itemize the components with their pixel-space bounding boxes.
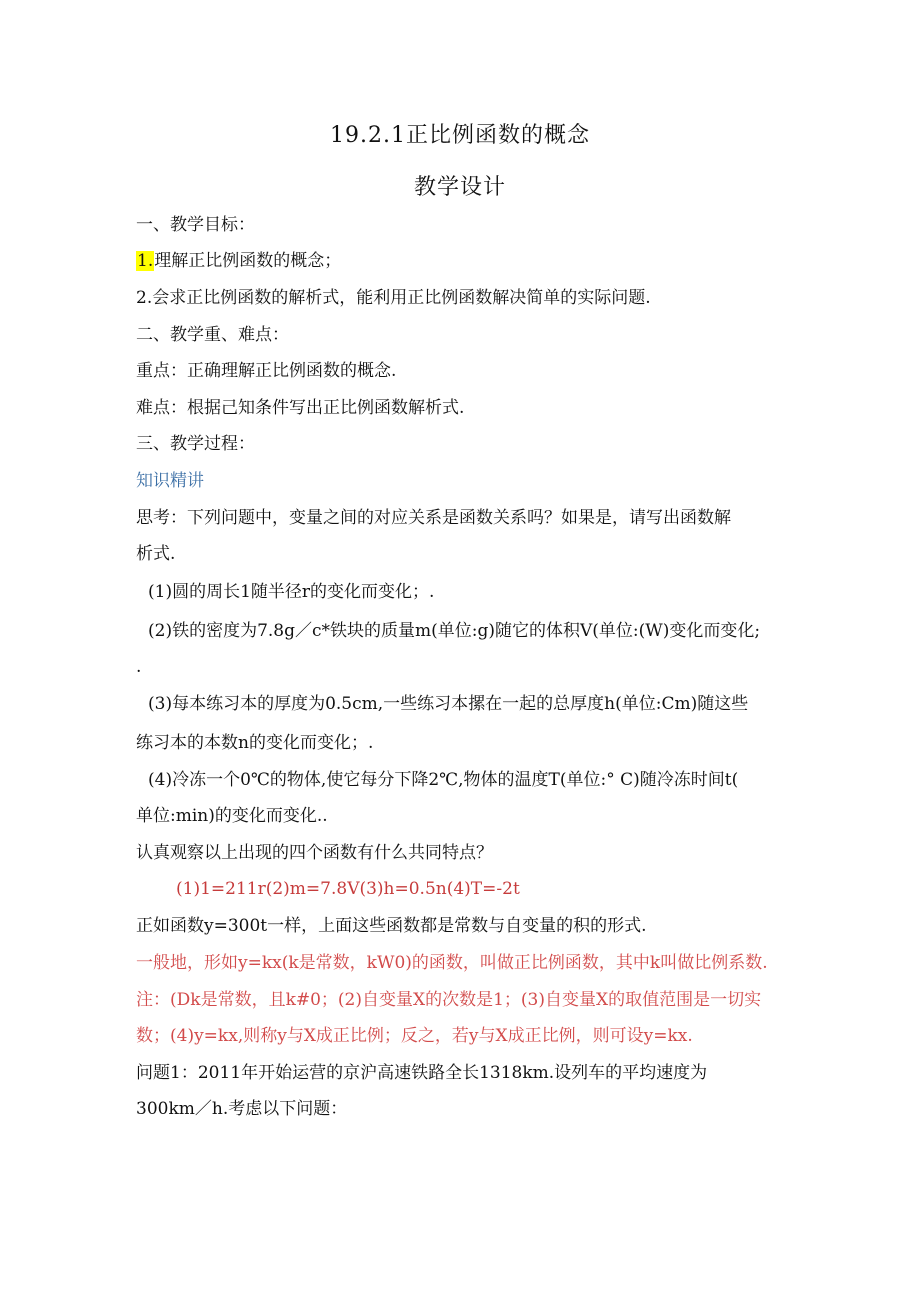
document-title: 19.2.1正比例函数的概念 (330, 123, 590, 148)
problem-1-line-1: 问题1：2011年开始运营的京沪高速铁路全长1318km.设列车的平均速度为 (136, 1063, 708, 1083)
question-2-line-2: . (136, 657, 142, 677)
question-3-line-1: (3)每本练习本的厚度为0.5cm,一些练习本摞在一起的总厚度h(单位:Cm)随这些 (148, 694, 749, 714)
question-1: (1)圆的周长1随半径r的变化而变化；. (148, 582, 435, 602)
question-4-line-1: (4)冷冻一个0℃的物体,使它每分下降2℃,物体的温度T(单位:° C)随冷冻时间t( (148, 770, 739, 790)
key-point: 重点：正确理解正比例函数的概念. (136, 361, 397, 381)
problem-1-line-2: 300km／h.考虑以下问题： (136, 1099, 348, 1119)
like-function-statement: 正如函数y=300t一样，上面这些函数都是常数与自变量的积的形式. (136, 916, 647, 936)
question-2-line-1: (2)铁的密度为7.8g／c*铁块的质量m(单位:g)随它的体积V(单位:(W)变化而变化; (148, 621, 761, 641)
section-3-heading: 三、教学过程： (136, 434, 255, 454)
section-1-heading: 一、教学目标： (136, 215, 255, 235)
goal-1-number: 1. (137, 251, 154, 271)
function-formulas: (1)1=211r(2)m=7.8V(3)h=0.5n(4)T=-2t (176, 879, 520, 899)
question-4-line-2: 单位:min)的变化而变化.. (136, 806, 328, 826)
difficulty: 难点：根据己知条件写出正比例函数解析式. (136, 398, 465, 418)
definition-line-1: 一般地，形如y=kx(k是常数，kW0)的函数，叫做正比例函数，其中k叫做比例系数. (136, 953, 768, 973)
section-2-heading: 二、教学重、难点： (136, 325, 289, 345)
think-line-1: 思考：下列问题中，变量之间的对应关系是函数关系吗？如果是，请写出函数解 (136, 508, 731, 528)
definition-line-2: 注：(Dk是常数，且k#0；(2)自变量X的次数是1；(3)自变量X的取值范围是一切实 (136, 990, 762, 1010)
document-subtitle: 教学设计 (413, 175, 506, 200)
definition-line-3: 数；(4)y=kx,则称y与X成正比例；反之，若y与X成正比例，则可设y=kx. (136, 1026, 693, 1046)
observe-question: 认真观察以上出现的四个函数有什么共同特点？ (136, 843, 493, 863)
think-line-2: 析式. (136, 544, 176, 564)
goal-1-text: 理解正比例函数的概念； (154, 251, 342, 271)
question-3-line-2: 练习本的本数n的变化而变化；. (136, 733, 374, 753)
goal-1 (136, 249, 796, 273)
subsection-label: 知识精讲 (136, 471, 204, 491)
goal-2: 2.会求正比例函数的解析式，能利用正比例函数解决简单的实际问题. (136, 288, 651, 308)
